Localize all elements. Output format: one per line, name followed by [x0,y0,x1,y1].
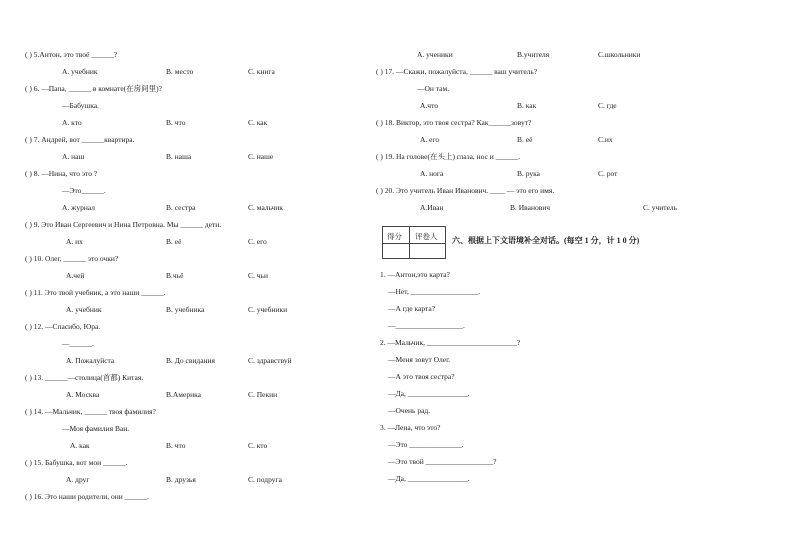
left-line: ( ) 12. —Спасибо, Юра. [25,322,101,331]
left-line: B. место [166,67,194,76]
score-box-divider-h [383,243,445,244]
left-line: ( ) 7. Андрей, вот ______квартира. [25,135,135,144]
left-line: А. их [66,237,83,246]
score-label: 得分 [387,232,402,241]
right-line: А.Иван [420,203,444,212]
right-line: А.что [420,101,438,110]
right-line: C. рот [598,169,618,178]
left-line: C. как [248,118,268,127]
left-line: ( ) 11. Это твой учебник, а это наши ______. [25,288,166,297]
left-line: ( ) 8. —Нина, что это ? [25,169,98,178]
right-line: —Очень рад. [388,406,431,415]
left-line: B. что [166,441,186,450]
right-line: C. где [598,101,617,110]
left-line: А. учебник [62,67,98,76]
left-line: ( ) 9. Это Иван Сергеевич и Нина Петровна. Мы ______ дети. [25,220,222,229]
left-line: C. Пекин [248,390,278,399]
left-line: А. как [70,441,90,450]
left-line: А. Москва [66,390,100,399]
score-box [382,226,446,259]
left-line: C. подруга [248,475,282,484]
left-line: ( ) 5.Антон, это твоё ______? [25,50,118,59]
left-line: B.чьё [166,271,184,280]
right-line: C. учитель [643,203,678,212]
left-line: B. друзья [166,475,196,484]
right-line: —Нет, __________________. [388,287,481,296]
right-line: А. нога [420,169,444,178]
right-line: —Это твой __________________? [388,457,497,466]
right-line: —Да, ________________. [388,474,470,483]
right-line: ( ) 20. Это учитель Иван Иванович. ____ — это его имя. [376,186,555,195]
left-line: —Это______. [62,186,106,195]
left-line: —Бабушка. [62,101,99,110]
right-line: А. его [420,135,440,144]
right-line: 3. —Лена, что это? [380,423,441,432]
left-line: C. книга [248,67,275,76]
right-line: C.школьники [598,50,641,59]
left-line: А.чей [66,271,85,280]
right-line: C.их [598,135,613,144]
left-line: ( ) 10. Олег, ______ это очки? [25,254,119,263]
right-line: B.учителя [517,50,550,59]
left-line: C. здравствуй [248,356,292,365]
left-line: ( ) 15. Бабушка, вот мои ______. [25,458,128,467]
left-line: B.Америка [166,390,201,399]
right-line: —__________________. [388,321,465,330]
score-box-divider-v [409,227,410,258]
right-line: B. её [517,135,533,144]
left-line: —Моя фамилия Ван. [62,424,130,433]
left-line: А. наш [62,152,85,161]
right-line: 1. —Антон,это карта? [380,270,450,279]
left-line: C. кто [248,441,268,450]
left-line: B. что [166,118,186,127]
left-line: C. мальчик [248,203,283,212]
left-line: ( ) 6. —Папа, ______ в комнате(在房间里)? [25,84,162,93]
left-line: А. друг [66,475,90,484]
left-line: B. наша [166,152,192,161]
right-line: B. Иванович [510,203,551,212]
right-line: —Меня зовут Олег. [388,355,451,364]
left-line: C. наше [248,152,274,161]
left-line: B. До свидания [166,356,215,365]
left-line: B. сестра [166,203,196,212]
left-line: ( ) 13. ______—столица(首都) Китая. [25,373,144,382]
right-line: 2. —Мальчик, ________________________? [380,338,521,347]
left-line: B. её [166,237,182,246]
right-line: B. как [517,101,537,110]
right-line: —Это ______________. [388,440,464,449]
right-line: —Да, ________________. [388,389,470,398]
right-line: —А это твоя сестра? [388,372,455,381]
left-line: А. Пожалуйста [66,356,115,365]
right-line: ( ) 19. На голове(在头上) глаза, нос и ______. [376,152,521,161]
right-line: ( ) 18. Виктор, это твоя сестра? Как______зовут? [376,118,532,127]
right-line: А. ученики [417,50,453,59]
left-line: ( ) 16. Это наши родители, они ______. [25,492,150,501]
section-six-title: 六、根据上下文语境补全对话。(每空 1 分，计 1 0 分) [452,236,640,245]
right-line: ( ) 17. —Скажи, пожалуйста, ______ ваш учитель? [376,67,538,76]
left-line: C. чьи [248,271,268,280]
right-line: —А где карта? [388,304,436,313]
left-line: А. кто [62,118,82,127]
left-line: C. учебники [248,305,288,314]
left-line: ( ) 14. —Мальчик, ______ твоя фамилия? [25,407,156,416]
left-line: B. учебника [166,305,205,314]
right-line: B. рука [517,169,541,178]
left-line: C. его [248,237,267,246]
right-line: —Он там. [417,84,450,93]
left-line: А. учебник [66,305,102,314]
grader-label: 评卷人 [415,232,438,241]
left-line: —______. [62,339,94,348]
left-line: А. журнал [62,203,95,212]
